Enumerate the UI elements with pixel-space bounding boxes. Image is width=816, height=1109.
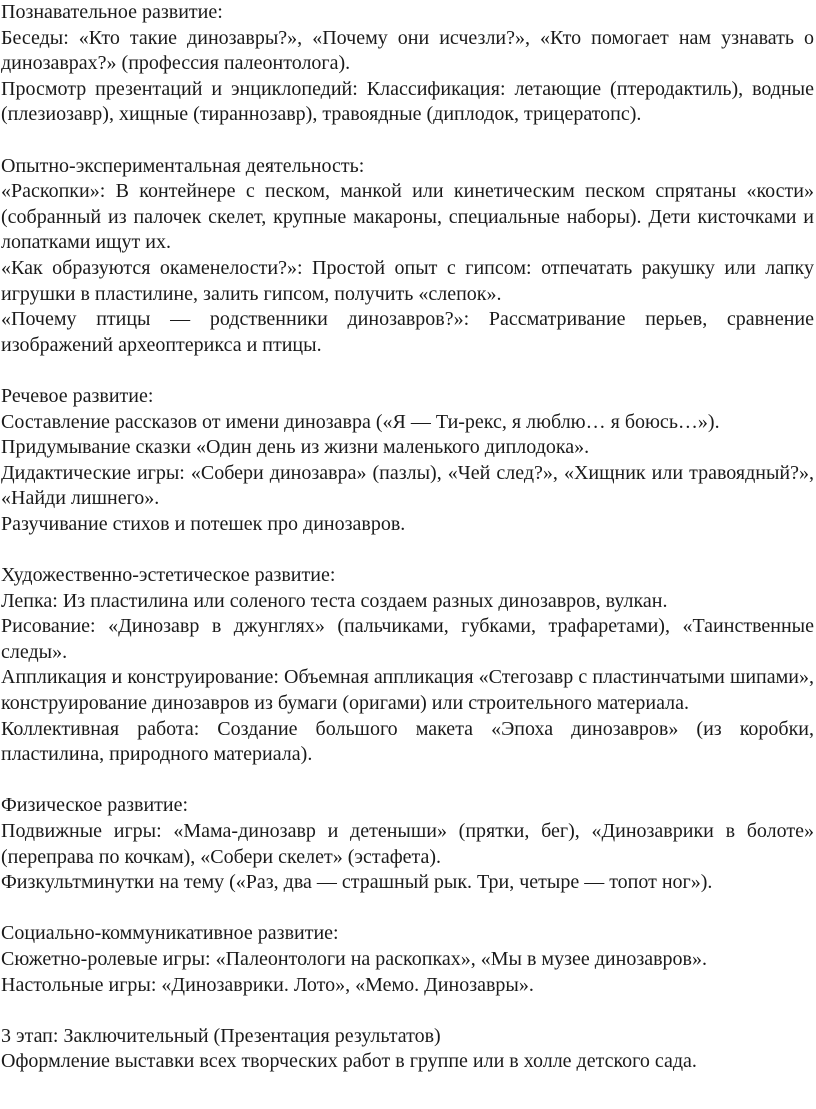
paragraph: Физкультминутки на тему («Раз, два — страшный рык. Три, четыре — топот ног»). bbox=[1, 871, 713, 894]
paragraph: Аппликация и конструирование: Объемная аппликация «Стегозавр с пластинчатыми шипами», конструирование динозавров из бумаги (оригами) или строительного материала. bbox=[1, 666, 814, 715]
paragraph: Оформление выставки всех творческих работ в группе или в холле детского сада. bbox=[1, 1050, 697, 1073]
paragraph: Рисование: «Динозавр в джунглях» (пальчиками, губками, трафаретами), «Таинственные следы». bbox=[1, 615, 814, 663]
section-heading: Опытно-экспериментальная деятельность: bbox=[1, 154, 365, 177]
section-heading: Познавательное развитие: bbox=[1, 1, 223, 23]
paragraph: Разучивание стихов и потешек про динозавров. bbox=[1, 512, 406, 535]
section-cognitive bbox=[1, 0, 814, 128]
paragraph: Беседы: «Кто такие динозавры?», «Почему они исчезли?», «Кто помогает нам узнавать о динозаврах?» (профессия палеонтолога). bbox=[1, 26, 814, 75]
section-social bbox=[1, 921, 814, 998]
section-artistic bbox=[1, 563, 814, 768]
paragraph: «Раскопки»: В контейнере с песком, манкой или кинетическим песком спрятаны «кости» (собранный из палочек скелет, крупные макароны, специальные наборы). Дети кисточками и лопатками ищут их. bbox=[1, 180, 814, 254]
section-final-stage bbox=[1, 1024, 814, 1075]
paragraph: Подвижные игры: «Мама-динозавр и детеныши» (прятки, бег), «Динозаврики в болоте» (переправа по кочкам), «Собери скелет» (эстафета). bbox=[1, 820, 814, 868]
section-experimental bbox=[1, 154, 814, 359]
paragraph: Просмотр презентаций и энциклопедий: Классификация: летающие (птеродактиль), водные (плезиозавр), хищные (тираннозавр), травоядные (диплодок, трицератопс). bbox=[1, 77, 814, 126]
paragraph: Придумывание сказки «Один день из жизни маленького диплодока». bbox=[1, 436, 590, 459]
paragraph: Коллективная работа: Создание большого макета «Эпоха динозавров» (из коробки, пластилина, природного материала). bbox=[1, 717, 814, 766]
paragraph: «Почему птицы — родственники динозавров?»: Рассматривание перьев, сравнение изображений археоптерикса и птицы. bbox=[1, 308, 814, 356]
paragraph: «Как образуются окаменелости?»: Простой опыт с гипсом: отпечатать ракушку или лапку игрушки в пластилине, залить гипсом, получить «слепок». bbox=[1, 256, 814, 305]
paragraph: Составление рассказов от имени динозавра («Я — Ти-рекс, я люблю… я боюсь…»). bbox=[1, 410, 720, 433]
section-heading: 3 этап: Заключительный (Презентация результатов) bbox=[1, 1024, 441, 1047]
paragraph: Лепка: Из пластилина или соленого теста создаем разных динозавров, вулкан. bbox=[1, 589, 668, 612]
paragraph: Настольные игры: «Динозаврики. Лото», «Мемо. Динозавры». bbox=[1, 973, 534, 996]
paragraph: Дидактические игры: «Собери динозавра» (пазлы), «Чей след?», «Хищник или травоядный?», «Найди лишнего». bbox=[1, 461, 814, 510]
section-physical bbox=[1, 793, 814, 895]
section-speech bbox=[1, 384, 814, 538]
section-heading: Физическое развитие: bbox=[1, 794, 189, 817]
section-heading: Художественно-эстетическое развитие: bbox=[1, 564, 336, 587]
paragraph: Сюжетно-ролевые игры: «Палеонтологи на раскопках», «Мы в музее динозавров». bbox=[1, 947, 707, 970]
section-heading: Речевое развитие: bbox=[1, 384, 154, 407]
section-heading: Социально-коммуникативное развитие: bbox=[1, 922, 339, 945]
